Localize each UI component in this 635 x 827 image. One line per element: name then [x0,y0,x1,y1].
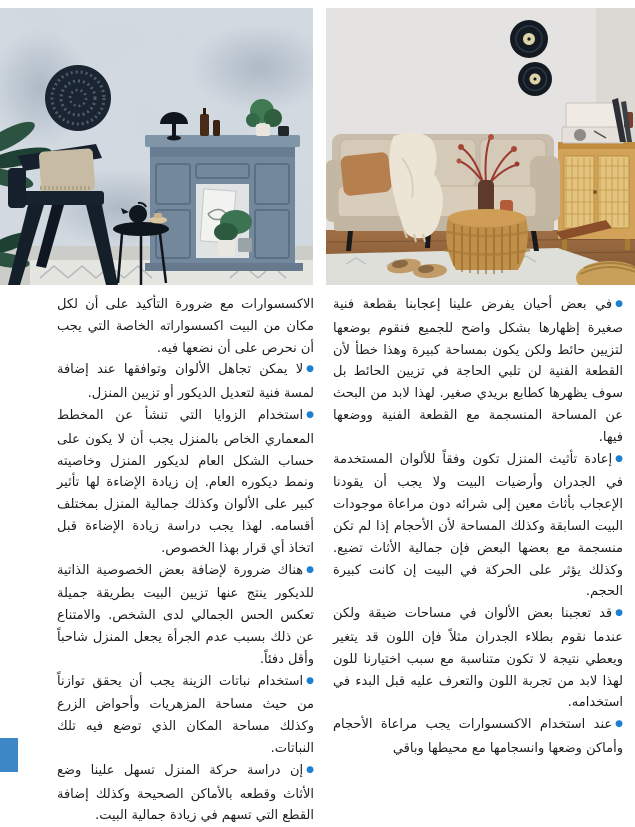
bullet-dot-icon: ● [615,608,623,619]
paragraph-text: استخدام نباتات الزينة يجب أن يحقق توازناً من حيث مساحة المزهريات وأحواض الزرع وكذلك مساحة المكان الذي توضع فيه تلك النباتات. [57,673,314,756]
paragraph-text: في بعض أحيان يفرض علينا إعجابنا بقطعة فنية صغيرة إظهارها بشكل واضح للجميع فنقوم بوضعها لتزيين حائط ولكن يكون بمساحة كبيرة وهذا خطأ لأن القطعة الفنية لن تلبي الحاجة في تزيين الحائط بل سوف يظهرها كطابع بريدي صغير. لهذا لابد من البحث عن المساحة المنسجمة مع القطعة الفنية ووضعها فيها. [333,297,623,445]
paragraph [57,359,314,405]
woven-disc-decor [45,65,111,131]
right-photo [326,8,635,285]
text-column-right [333,294,623,760]
paragraph-text: إعادة تأثيث المنزل تكون وفقاً للألوان المستخدمة في الجدران وأرضيات البيت ولا يجب أن يقودنا الإعجاب بأثاث معين إلى شرائه دون مراعاة موجودات البيت السابقة وكذلك المساحة لأن الأحجام إذا لم تكن منسجمة مع بعضها البعض فإن جمالية الأثاث تضيع. وكذلك يؤثر على الحركة في البيت إن كانت كبيرة الحجم. [333,451,623,600]
paragraph-text: الاكسسوارات مع ضرورة التأكيد على أن لكل مكان من البيت اكسسواراته الخاصة التي يجب أن نحرص على أن نضعها فيه. [57,297,314,356]
bullet-dot-icon: ● [306,764,314,775]
left-photo-illustration [0,8,313,285]
page-edge-marker [0,738,18,772]
paragraph-text: استخدام الزوايا التي تنشأ عن المخطط المعماري الخاص بالمنزل يجب أن لا يكون على حساب الشكل العام لديكور المنزل وخاصيته ونمط ديكوره العام. إن زيادة الإضاءة لها تأثير كبير على الألوان وكذلك جمالية المنزل بمختلف أقسامه. لهذا يجب دراسة زيادة الإضاءة قبل اتخاذ أي قرار بهذا الخصوص. [57,407,314,556]
paragraph-text: قد تعجبنا بعض الألوان في مساحات ضيقة ولكن عندما نقوم بطلاء الجدران مثلاً فإن اللون قد يتغير ويعطي نتيجة لا تكون متناسبة مع سبب اختيارنا للون لهذا لابد من تجربة اللون والتعرف عليه قبل البدء في استخدامه. [333,606,623,711]
paragraph [333,603,623,714]
left-photo [0,8,313,285]
bullet-dot-icon: ● [615,719,623,730]
paragraph [57,560,314,671]
paragraph [57,671,314,760]
right-photo-illustration [326,8,635,285]
paragraph [57,294,314,359]
bullet-dot-icon: ● [306,364,314,375]
paragraph-text: عند استخدام الاكسسوارات يجب مراعاة الأحجام وأماكن وضعها وانسجامها مع محيطها وباقي [333,717,623,756]
rattan-drum-table [444,209,530,274]
paragraph-text: هناك ضرورة لإضافة بعض الخصوصية الذاتية للديكور ينتج عنها تزيين البيت بطريقة جميلة تعكس الحس الجمالي لدى الشخص. والامتناع عن ذلك بسبب عدم الجرأة يجعل المنزل شاحباً وأقل دفئاً. [57,562,314,667]
bullet-dot-icon: ● [615,453,623,464]
paragraph [333,449,623,604]
paragraph [57,760,314,827]
text-column-left [57,294,314,827]
paragraph [57,405,314,560]
bullet-dot-icon: ● [615,299,623,309]
teapot [129,205,147,223]
paragraph-text: لا يمكن تجاهل الألوان وتوافقها عند إضافة لمسة فنية لتعديل الديكور أو تزيين المنزل. [57,362,314,402]
brown-pillow [340,152,392,197]
blue-fireplace [145,135,303,271]
paragraph [333,294,623,449]
bullet-dot-icon: ● [306,409,314,420]
paragraph [333,714,623,760]
paragraph-text: إن دراسة حركة المنزل تسهل علينا وضع الأثاث وقطعه بالأماكن الصحيحة وكذلك إضافة القطع التي تسهم في زيادة جمالية البيت. [57,762,314,824]
bullet-dot-icon: ● [306,564,314,575]
bullet-dot-icon: ● [306,675,314,686]
